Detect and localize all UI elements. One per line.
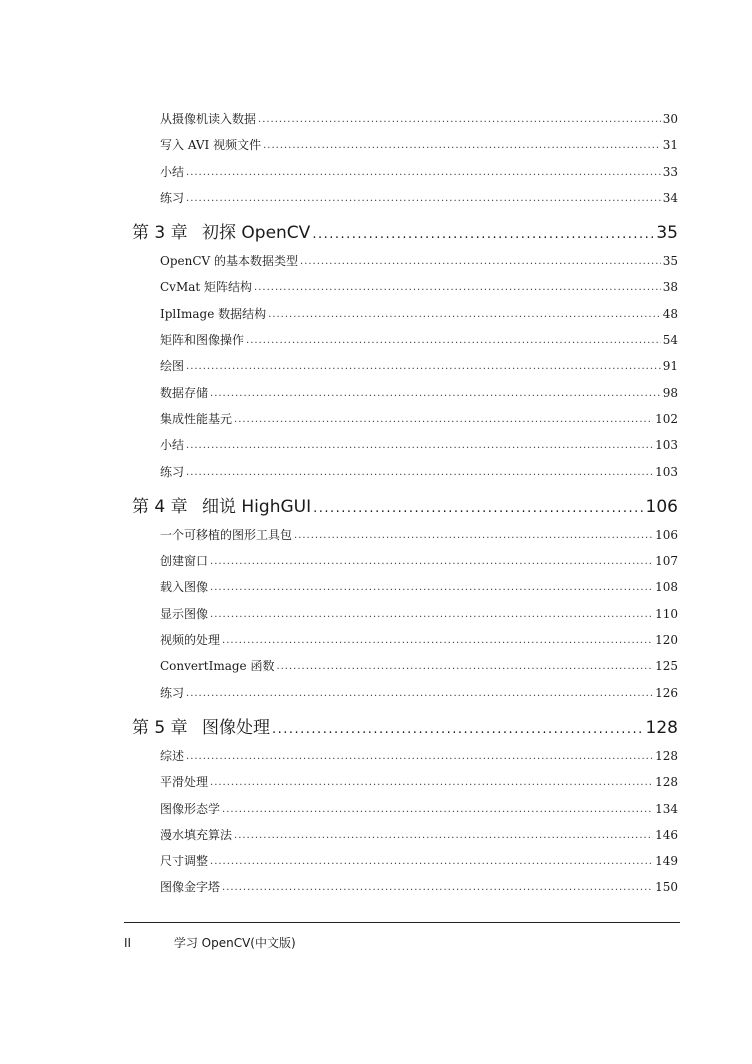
toc-entry (160, 305, 678, 331)
entry-title: 矩阵和图像操作 (160, 333, 245, 348)
entry-title: ConvertImage 函数 (160, 659, 275, 674)
entry-page-number: 91 (662, 359, 678, 374)
entry-title: 载入图像 (160, 580, 209, 595)
entry-title: 小结 (160, 438, 185, 453)
entry-page-number: 125 (655, 659, 678, 674)
toc-entry (160, 110, 678, 136)
entry-title: CvMat 矩阵结构 (160, 280, 253, 295)
toc-entry (160, 878, 678, 904)
chapter-page-number: 128 (645, 717, 678, 738)
entry-title: 漫水填充算法 (160, 827, 233, 842)
entry-title: 显示图像 (160, 606, 209, 621)
dot-leader (312, 227, 654, 242)
chapter-number: 第 4 章 (132, 496, 188, 517)
dot-leader (300, 256, 661, 267)
entry-page-number: 33 (662, 164, 678, 179)
toc-entry (160, 357, 678, 383)
entry-title: 平滑处理 (160, 775, 209, 790)
dot-leader (186, 193, 661, 204)
chapter-title: 细说 HighGUI (202, 496, 312, 517)
dot-leader (186, 167, 661, 178)
entry-title: 练习 (160, 685, 185, 700)
entry-title: 集成性能基元 (160, 411, 233, 426)
dot-leader (186, 361, 661, 372)
toc-entry (160, 684, 678, 710)
toc-entry (160, 800, 678, 826)
entry-page-number: 31 (662, 138, 678, 153)
entry-page-number: 107 (655, 554, 678, 569)
chapter-number: 第 5 章 (132, 717, 188, 738)
toc-entry (160, 605, 678, 631)
entry-title: 绘图 (160, 359, 185, 374)
entry-page-number: 102 (655, 411, 678, 426)
footer-page-number: II (124, 936, 132, 950)
toc-entry (160, 826, 678, 852)
dot-leader (268, 309, 661, 320)
entry-page-number: 128 (655, 748, 678, 763)
entry-title: 从摄像机读入数据 (160, 112, 257, 126)
entry-page-number: 35 (662, 254, 678, 269)
toc-entry (160, 773, 678, 799)
toc-entry (160, 331, 678, 357)
dot-leader (258, 114, 661, 125)
entry-page-number: 48 (662, 306, 678, 321)
entry-page-number: 120 (655, 633, 678, 648)
entry-page-number: 108 (655, 580, 678, 595)
entry-page-number: 103 (655, 438, 678, 453)
chapter-title: 图像处理 (202, 717, 270, 738)
dot-leader (272, 722, 644, 737)
chapter-page-number: 106 (645, 496, 678, 517)
chapter-title: 初探 OpenCV (202, 223, 311, 244)
toc-entry (160, 552, 678, 578)
table-of-contents (132, 110, 678, 905)
entry-page-number: 149 (655, 854, 678, 869)
entry-page-number: 128 (655, 775, 678, 790)
toc-chapter-heading (132, 218, 678, 245)
entry-title: 小结 (160, 164, 185, 179)
entry-title: 练习 (160, 464, 185, 479)
dot-leader (186, 440, 653, 451)
dot-leader (234, 414, 653, 425)
entry-title: 尺寸调整 (160, 854, 209, 869)
dot-leader (210, 777, 653, 788)
toc-entry (160, 657, 678, 683)
toc-entry (160, 578, 678, 604)
entry-page-number: 134 (655, 801, 678, 816)
dot-leader (234, 830, 653, 841)
entry-title: 图像金字塔 (160, 880, 221, 895)
entry-title: 综述 (160, 748, 185, 763)
entry-page-number: 103 (655, 464, 678, 479)
entry-page-number: 146 (655, 827, 678, 842)
toc-entry (160, 747, 678, 773)
toc-entry (160, 384, 678, 410)
toc-entry (160, 252, 678, 278)
footer-rule (124, 922, 680, 923)
dot-leader (276, 661, 653, 672)
entry-page-number: 38 (662, 280, 678, 295)
dot-leader (186, 688, 653, 699)
entry-title: 创建窗口 (160, 554, 209, 569)
dot-leader (222, 882, 653, 893)
entry-title: 数据存储 (160, 385, 209, 400)
toc-entry (160, 410, 678, 436)
dot-leader (222, 804, 653, 815)
toc-entry (160, 631, 678, 657)
dot-leader (186, 751, 653, 762)
toc-entry (160, 463, 678, 489)
entry-title: 练习 (160, 190, 185, 205)
entry-title: 写入 AVI 视频文件 (160, 138, 262, 153)
dot-leader (263, 140, 661, 151)
toc-entry (160, 278, 678, 304)
dot-leader (210, 388, 661, 399)
entry-page-number: 150 (655, 880, 678, 895)
entry-page-number: 98 (662, 385, 678, 400)
toc-entry (160, 436, 678, 462)
toc-chapter-heading (132, 713, 678, 740)
dot-leader (210, 582, 653, 593)
entry-page-number: 54 (662, 333, 678, 348)
toc-chapter-heading (132, 492, 678, 519)
dot-leader (210, 856, 653, 867)
toc-entry (160, 189, 678, 215)
chapter-page-number: 35 (656, 223, 678, 244)
dot-leader (254, 282, 661, 293)
dot-leader (294, 530, 653, 541)
footer-book-title: 学习 OpenCV(中文版) (173, 936, 296, 950)
entry-title: IplImage 数据结构 (160, 306, 267, 321)
dot-leader (222, 635, 653, 646)
dot-leader (246, 335, 661, 346)
dot-leader (210, 556, 653, 567)
entry-page-number: 34 (662, 190, 678, 205)
dot-leader (313, 501, 643, 516)
dot-leader (210, 609, 653, 620)
entry-page-number: 30 (662, 112, 678, 126)
entry-title: 一个可移植的图形工具包 (160, 527, 293, 542)
toc-entry (160, 136, 678, 162)
entry-title: OpenCV 的基本数据类型 (160, 254, 299, 269)
toc-entry (160, 526, 678, 552)
dot-leader (186, 467, 653, 478)
page-footer (124, 934, 296, 951)
toc-entry (160, 163, 678, 189)
toc-entry (160, 852, 678, 878)
entry-title: 视频的处理 (160, 633, 221, 648)
entry-page-number: 106 (655, 527, 678, 542)
entry-page-number: 126 (655, 685, 678, 700)
entry-title: 图像形态学 (160, 801, 221, 816)
entry-page-number: 110 (655, 606, 678, 621)
chapter-number: 第 3 章 (132, 223, 188, 244)
